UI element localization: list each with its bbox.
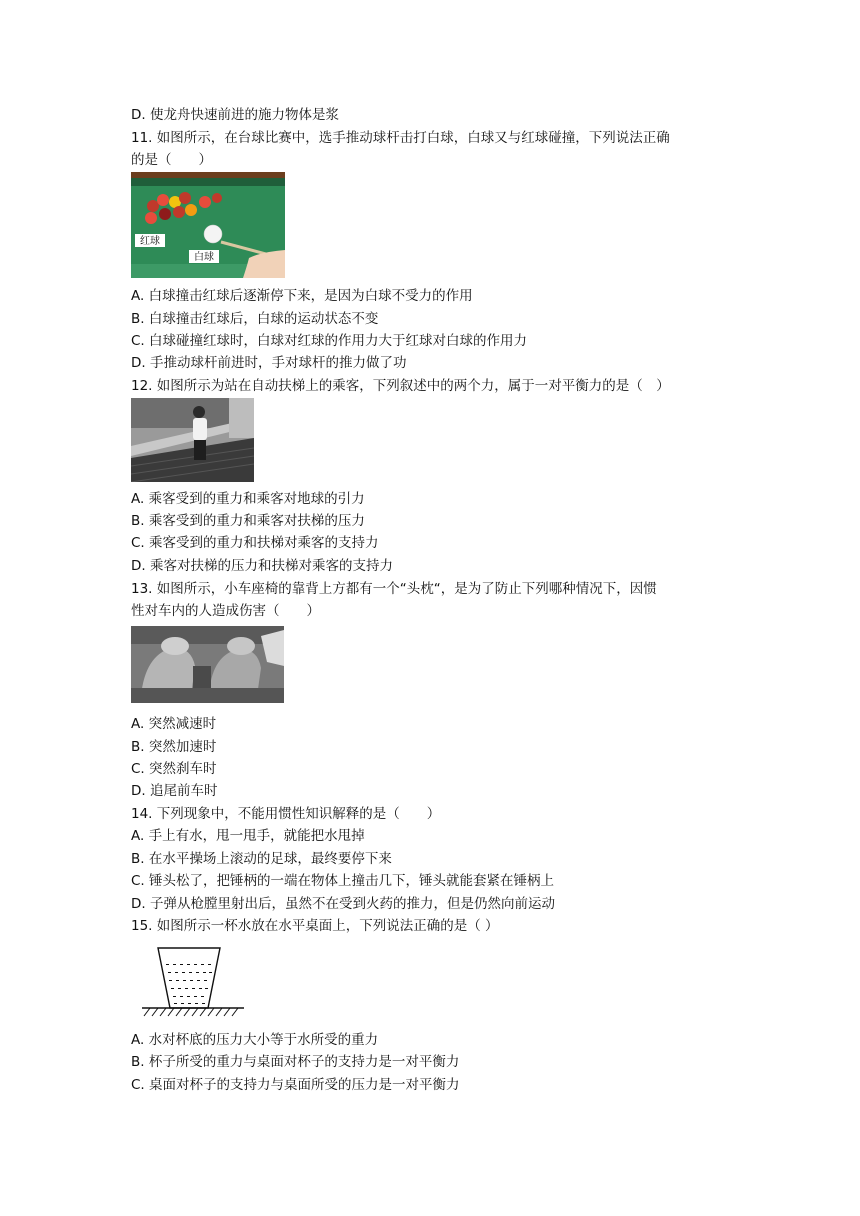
q11-stem: 11. 如图所示，在台球比赛中，选手推动球杆击打白球，白球又与红球碰撞，下列说法正确 (131, 130, 670, 146)
billiards-photo (131, 172, 285, 278)
q12-option-b: B. 乘客受到的重力和乘客对扶梯的压力 (131, 513, 365, 529)
q14-option-b: B. 在水平操场上滚动的足球，最终要停下来 (131, 851, 392, 867)
q14-option-c: C. 锤头松了，把锤柄的一端在物体上撞击几下，锤头就能套紧在锤柄上 (131, 873, 555, 889)
q11-option-d: D. 手推动球杆前进时，手对球杆的推力做了功 (131, 355, 407, 371)
q13-option-a: A. 突然减速时 (131, 716, 217, 732)
q13-option-b: B. 突然加速时 (131, 739, 217, 755)
q15-option-c: C. 桌面对杯子的支持力与桌面所受的压力是一对平衡力 (131, 1077, 460, 1093)
cup-on-table-diagram (140, 942, 246, 1018)
q15-option-b: B. 杯子所受的重力与桌面对杯子的支持力是一对平衡力 (131, 1054, 460, 1070)
q14-option-a: A. 手上有水，甩一甩手，就能把水甩掉 (131, 828, 365, 844)
red-ball-label: 红球 (140, 236, 160, 247)
q11-stem-cont: 的是（ ） (131, 152, 212, 168)
q12-option-a: A. 乘客受到的重力和乘客对地球的引力 (131, 491, 365, 507)
q13-stem: 13. 如图所示，小车座椅的靠背上方都有一个“头枕“，是为了防止下列哪种情况下，因惯 (131, 581, 657, 597)
q13-stem-cont: 性对车内的人造成伤害（ ） (131, 603, 320, 619)
q14-option-d: D. 子弹从枪膛里射出后，虽然不在受到火药的推力，但是仍然向前运动 (131, 896, 555, 912)
q12-stem: 12. 如图所示为站在自动扶梯上的乘客，下列叙述中的两个力，属于一对平衡力的是（ ） (131, 378, 670, 394)
q13-option-c: C. 突然刹车时 (131, 761, 217, 777)
q11-option-c: C. 白球碰撞红球时，白球对红球的作用力大于红球对白球的作用力 (131, 333, 528, 349)
q12-option-c: C. 乘客受到的重力和扶梯对乘客的支持力 (131, 535, 379, 551)
q10-option-d: D. 使龙舟快速前进的施力物体是浆 (131, 107, 339, 123)
escalator-photo (131, 398, 254, 482)
q15-option-a: A. 水对杯底的压力大小等于水所受的重力 (131, 1032, 379, 1048)
car-seat-photo (131, 626, 284, 703)
q12-option-d: D. 乘客对扶梯的压力和扶梯对乘客的支持力 (131, 558, 393, 574)
q13-option-d: D. 追尾前车时 (131, 783, 218, 799)
q15-stem: 15. 如图所示一杯水放在水平桌面上，下列说法正确的是（ ） (131, 918, 499, 934)
q14-stem: 14. 下列现象中，不能用惯性知识解释的是（ ） (131, 806, 441, 822)
white-ball-label: 白球 (194, 252, 214, 263)
q11-option-b: B. 白球撞击红球后，白球的运动状态不变 (131, 311, 379, 327)
q11-option-a: A. 白球撞击红球后逐渐停下来，是因为白球不受力的作用 (131, 288, 473, 304)
